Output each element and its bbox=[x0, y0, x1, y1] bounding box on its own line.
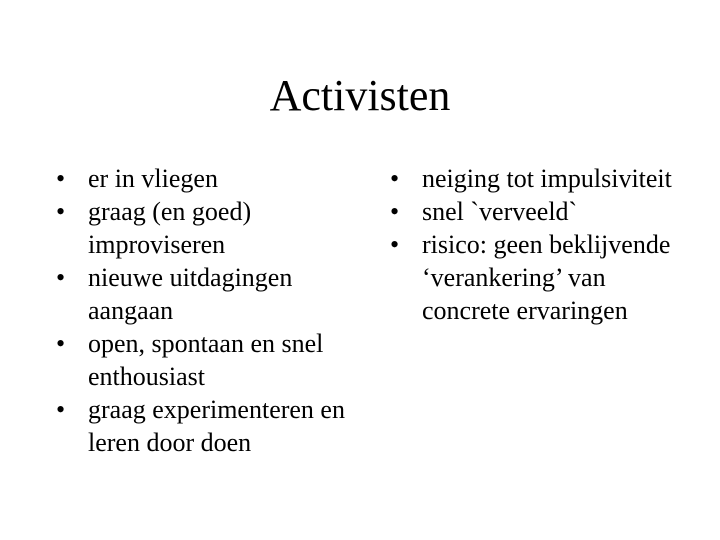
bullet-icon: • bbox=[56, 263, 66, 292]
list-item-text: snel `verveeld` bbox=[422, 197, 578, 226]
bullet-icon: • bbox=[56, 164, 66, 193]
list-item bbox=[56, 261, 356, 327]
list-item-text: open, spontaan en snel enthousiast bbox=[88, 329, 324, 391]
bullet-icon: • bbox=[56, 197, 66, 226]
list-item-text: graag (en goed) improviseren bbox=[88, 197, 252, 259]
list-item bbox=[390, 228, 690, 327]
list-item bbox=[56, 327, 356, 393]
bullet-icon: • bbox=[390, 230, 400, 259]
bullet-icon: • bbox=[390, 197, 400, 226]
list-item-text: nieuwe uitdagingen aangaan bbox=[88, 263, 293, 325]
slide-title: Activisten bbox=[269, 71, 451, 120]
list-item bbox=[56, 195, 356, 261]
list-item-text: graag experimenteren en leren door doen bbox=[88, 395, 345, 457]
list-item-text: neiging tot impulsiviteit bbox=[422, 164, 672, 193]
list-item bbox=[390, 195, 690, 228]
list-item bbox=[56, 393, 356, 459]
bullet-icon: • bbox=[56, 329, 66, 358]
right-bullet-list bbox=[390, 162, 690, 327]
list-item bbox=[56, 162, 356, 195]
bullet-icon: • bbox=[390, 164, 400, 193]
left-bullet-list bbox=[56, 162, 356, 459]
bullet-icon: • bbox=[56, 395, 66, 424]
list-item-text: er in vliegen bbox=[88, 164, 218, 193]
list-item bbox=[390, 162, 690, 195]
list-item-text: risico: geen beklijvende ‘verankering’ van concrete ervaringen bbox=[422, 230, 671, 325]
